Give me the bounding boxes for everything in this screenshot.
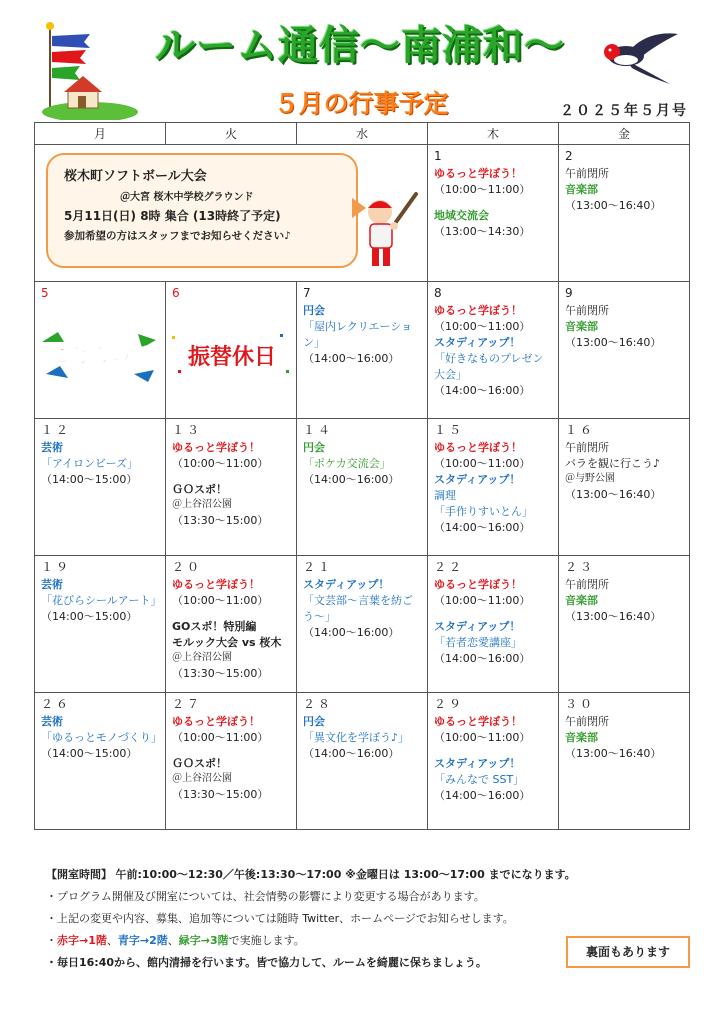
event-time: （10:00～11:00） (434, 594, 531, 608)
day-number: １４ (303, 423, 334, 437)
event-time: （14:00～16:00） (434, 789, 531, 803)
event-detail: 「異文化を学ぼう♪」 (303, 731, 410, 745)
day-cell-29 (428, 693, 559, 830)
page-subtitle: ５月の行事予定 (273, 89, 449, 118)
week-row-5 (35, 693, 690, 830)
floor-legend-tail: で実施します。 (228, 934, 305, 947)
event-title: 音楽部 (565, 731, 598, 745)
event-detail: 「みんなで SST」 (434, 773, 525, 787)
event-venue: ＠上谷沼公園 (172, 499, 232, 511)
event-time: （13:00～14:30） (434, 225, 531, 239)
opening-hours-text: 午前:10:00～12:30／午後:13:30～17:00 ※金曜日は 13:00～17:00 までになります。 (115, 868, 576, 881)
event-time: （13:00～16:40） (565, 610, 662, 624)
floor-legend-blue: 青字→2階 (117, 934, 168, 947)
opening-hours-line (46, 864, 576, 886)
weekday-thu: 木 (428, 123, 559, 145)
day-number: ３０ (565, 697, 596, 711)
page-title: ルーム通信～南浦和～ (155, 23, 565, 69)
callout-time: 5月11日(日) 8時 集合 (13時終了予定) (64, 209, 281, 223)
closure-note: 午前閉所 (565, 715, 609, 729)
event-time: （14:00～16:00） (303, 352, 400, 366)
event-time: （14:00～15:00） (41, 747, 138, 761)
footer-notes (46, 864, 576, 974)
day-number: ２０ (172, 560, 203, 574)
closure-note: 午前閉所 (565, 304, 609, 318)
event-title: 音楽部 (565, 183, 598, 197)
day-cell-20 (166, 556, 297, 693)
event-detail: 「屋内レクリエーション」 (303, 320, 413, 350)
event-detail: 「文芸部～言葉を紡ごう～」 (303, 594, 413, 624)
day-cell-22 (428, 556, 559, 693)
day-cell-26 (35, 693, 166, 830)
softball-player-illustration (356, 192, 422, 272)
day-cell-2 (559, 145, 690, 282)
event-detail: 「花びらシールアート」 (41, 594, 162, 608)
day-number: １９ (41, 560, 72, 574)
weekday-tue: 火 (166, 123, 297, 145)
event-time: （10:00～11:00） (434, 183, 531, 197)
event-title: 音楽部 (565, 320, 598, 334)
event-title: 芸術 (41, 715, 63, 729)
event-time: （14:00～15:00） (41, 610, 138, 624)
issue-label: ２０２５年５月号 (560, 103, 688, 119)
day-cell-21 (297, 556, 428, 693)
weekday-mon: 月 (35, 123, 166, 145)
koinobori-illustration (38, 20, 138, 120)
floor-legend-sep: 、 (167, 934, 179, 947)
event-title: GOスポ！特別編 (172, 620, 257, 634)
day-number: １５ (434, 423, 465, 437)
event-detail: 「アイロンビーズ」 (41, 457, 139, 471)
day-cell-28 (297, 693, 428, 830)
day-number: ２７ (172, 697, 203, 711)
day-cell-14 (297, 419, 428, 556)
day-number: 2 (565, 149, 576, 163)
day-number: 7 (303, 286, 314, 300)
callout-title: 桜木町ソフトボール大会 (64, 169, 207, 184)
note-line-2: ・上記の変更や内容、募集、追加等については随時 Twitter、ホームページでお知らせします。 (46, 912, 514, 925)
event-time: （13:30～15:00） (172, 787, 269, 801)
week-row-3 (35, 419, 690, 556)
event-title: ゆるっと学ぼう！ (434, 715, 522, 729)
event-time: （10:00～11:00） (434, 320, 531, 334)
closure-note: 午前閉所 (565, 167, 609, 181)
swallow-illustration (596, 26, 680, 86)
event-time: （14:00～16:00） (434, 652, 531, 666)
day-cell-30 (559, 693, 690, 830)
event-title: 円会 (303, 441, 325, 455)
day-number: ２６ (41, 697, 72, 711)
day-cell-19 (35, 556, 166, 693)
callout-venue: ＠大宮 桜木中学校グラウンド (120, 192, 254, 203)
event-title: ＧＯスポ！ (172, 757, 227, 771)
event-time: （13:00～16:40） (565, 199, 662, 213)
day-number: ２９ (434, 697, 465, 711)
event-venue: ＠与野公園 (565, 473, 615, 485)
event-time: （14:00～16:00） (303, 626, 400, 640)
day-number: ２３ (565, 560, 596, 574)
weekday-wed: 水 (297, 123, 428, 145)
day-cell-7 (297, 282, 428, 419)
day-number: ２２ (434, 560, 465, 574)
event-venue: ＠上谷沼公園 (172, 773, 232, 785)
event-time: （13:30～15:00） (172, 513, 269, 527)
closure-note: 午前閉所 (565, 441, 609, 455)
callout-note: 参加希望の方はスタッフまでお知らせください♪ (64, 230, 291, 242)
day-cell-13 (166, 419, 297, 556)
event-title: 芸術 (41, 578, 63, 592)
event-title: スタディアップ！ (434, 757, 521, 771)
day-number: ２８ (303, 697, 334, 711)
day-number: １２ (41, 423, 72, 437)
floor-legend-line (46, 930, 576, 952)
day-number: 6 (172, 286, 183, 300)
event-time: （14:00～16:00） (303, 747, 400, 761)
furikae-kyujitsu-text: 振替休日 (187, 345, 277, 370)
floor-legend-bullet: ・ (46, 934, 57, 947)
event-title: ゆるっと学ぼう！ (434, 304, 522, 318)
event-title: ＧＯスポ！ (172, 483, 227, 497)
event-time: （14:00～16:00） (303, 473, 400, 487)
softball-event-callout (46, 153, 358, 268)
weekday-fri: 金 (559, 123, 690, 145)
day-cell-8 (428, 282, 559, 419)
day-cell-12 (35, 419, 166, 556)
event-time: （10:00～11:00） (172, 457, 269, 471)
event-detail: 「ポケカ交流会」 (303, 457, 391, 471)
event-time: （13:00～16:40） (565, 747, 662, 761)
furikae-kyujitsu-illustration (170, 326, 294, 384)
day-number: ２１ (303, 560, 334, 574)
day-cell-23 (559, 556, 690, 693)
day-number: 8 (434, 286, 445, 300)
event-detail: 「若者恋愛講座」 (434, 636, 522, 650)
day-cell-15 (428, 419, 559, 556)
day-cell-27 (166, 693, 297, 830)
day-number: 9 (565, 286, 576, 300)
event-time: （10:00～11:00） (172, 731, 269, 745)
event-time: （13:00～16:40） (565, 336, 662, 350)
event-title: 地域交流会 (434, 209, 489, 223)
closure-note: 午前閉所 (565, 578, 609, 592)
event-title: スタディアップ！ (303, 578, 390, 592)
day-number: １６ (565, 423, 596, 437)
event-time: （14:00～16:00） (434, 521, 531, 535)
weekday-header-row (35, 123, 690, 145)
floor-legend-sep: 、 (106, 934, 118, 947)
event-detail: 「ゆるっとモノづくり」 (41, 731, 162, 745)
event-title: スタディアップ！ (434, 473, 521, 487)
event-title: ゆるっと学ぼう！ (434, 441, 522, 455)
event-detail: モルック大会 vs 桜木 (172, 636, 282, 650)
event-detail: 「好きなものプレゼン大会」 (434, 352, 544, 382)
day-number: 1 (434, 149, 445, 163)
event-time: （14:00～16:00） (434, 384, 531, 398)
opening-hours-label: 【開室時間】 (46, 868, 112, 881)
event-title: ゆるっと学ぼう！ (434, 578, 522, 592)
day-cell-16 (559, 419, 690, 556)
event-time: （10:00～11:00） (434, 731, 531, 745)
event-time: （10:00～11:00） (172, 594, 269, 608)
day-cell-1 (428, 145, 559, 282)
event-title: スタディアップ！ (434, 336, 521, 350)
event-time: （14:00～15:00） (41, 473, 138, 487)
event-title: ゆるっと学ぼう！ (172, 578, 260, 592)
back-side-notice: 裏面もあります (566, 936, 690, 968)
event-title: バラを観に行こう♪ (565, 457, 661, 471)
event-title: ゆるっと学ぼう！ (434, 167, 522, 181)
day-cell-9 (559, 282, 690, 419)
floor-legend-green: 緑字→3階 (178, 934, 229, 947)
kodomo-no-hi-illustration (38, 322, 162, 386)
event-title: 音楽部 (565, 594, 598, 608)
note-line-4: ・毎日16:40から、館内清掃を行います。皆で協力して、ルームを綺麗に保ちましょう。 (46, 956, 487, 969)
note-line-1: ・プログラム開催及び開室については、社会情勢の影響により変更する場合があります。 (46, 890, 485, 903)
floor-legend-red: 赤字→1階 (57, 934, 107, 947)
week-row-4 (35, 556, 690, 693)
event-venue: ＠上谷沼公園 (172, 652, 232, 664)
event-detail: 「手作りすいとん」 (434, 505, 533, 519)
event-title: ゆるっと学ぼう！ (172, 441, 260, 455)
day-number: １３ (172, 423, 203, 437)
event-time: （10:00～11:00） (434, 457, 531, 471)
event-time: （13:30～15:00） (172, 666, 269, 680)
event-title: スタディアップ！ (434, 620, 521, 634)
event-title: 円会 (303, 304, 325, 318)
event-title: ゆるっと学ぼう！ (172, 715, 260, 729)
day-number: 5 (41, 286, 52, 300)
event-title: 芸術 (41, 441, 63, 455)
event-detail: 調理 (434, 489, 456, 503)
event-title: 円会 (303, 715, 325, 729)
event-time: （13:00～16:40） (565, 487, 662, 501)
kodomo-no-hi-text: こどもの日 (50, 343, 150, 367)
